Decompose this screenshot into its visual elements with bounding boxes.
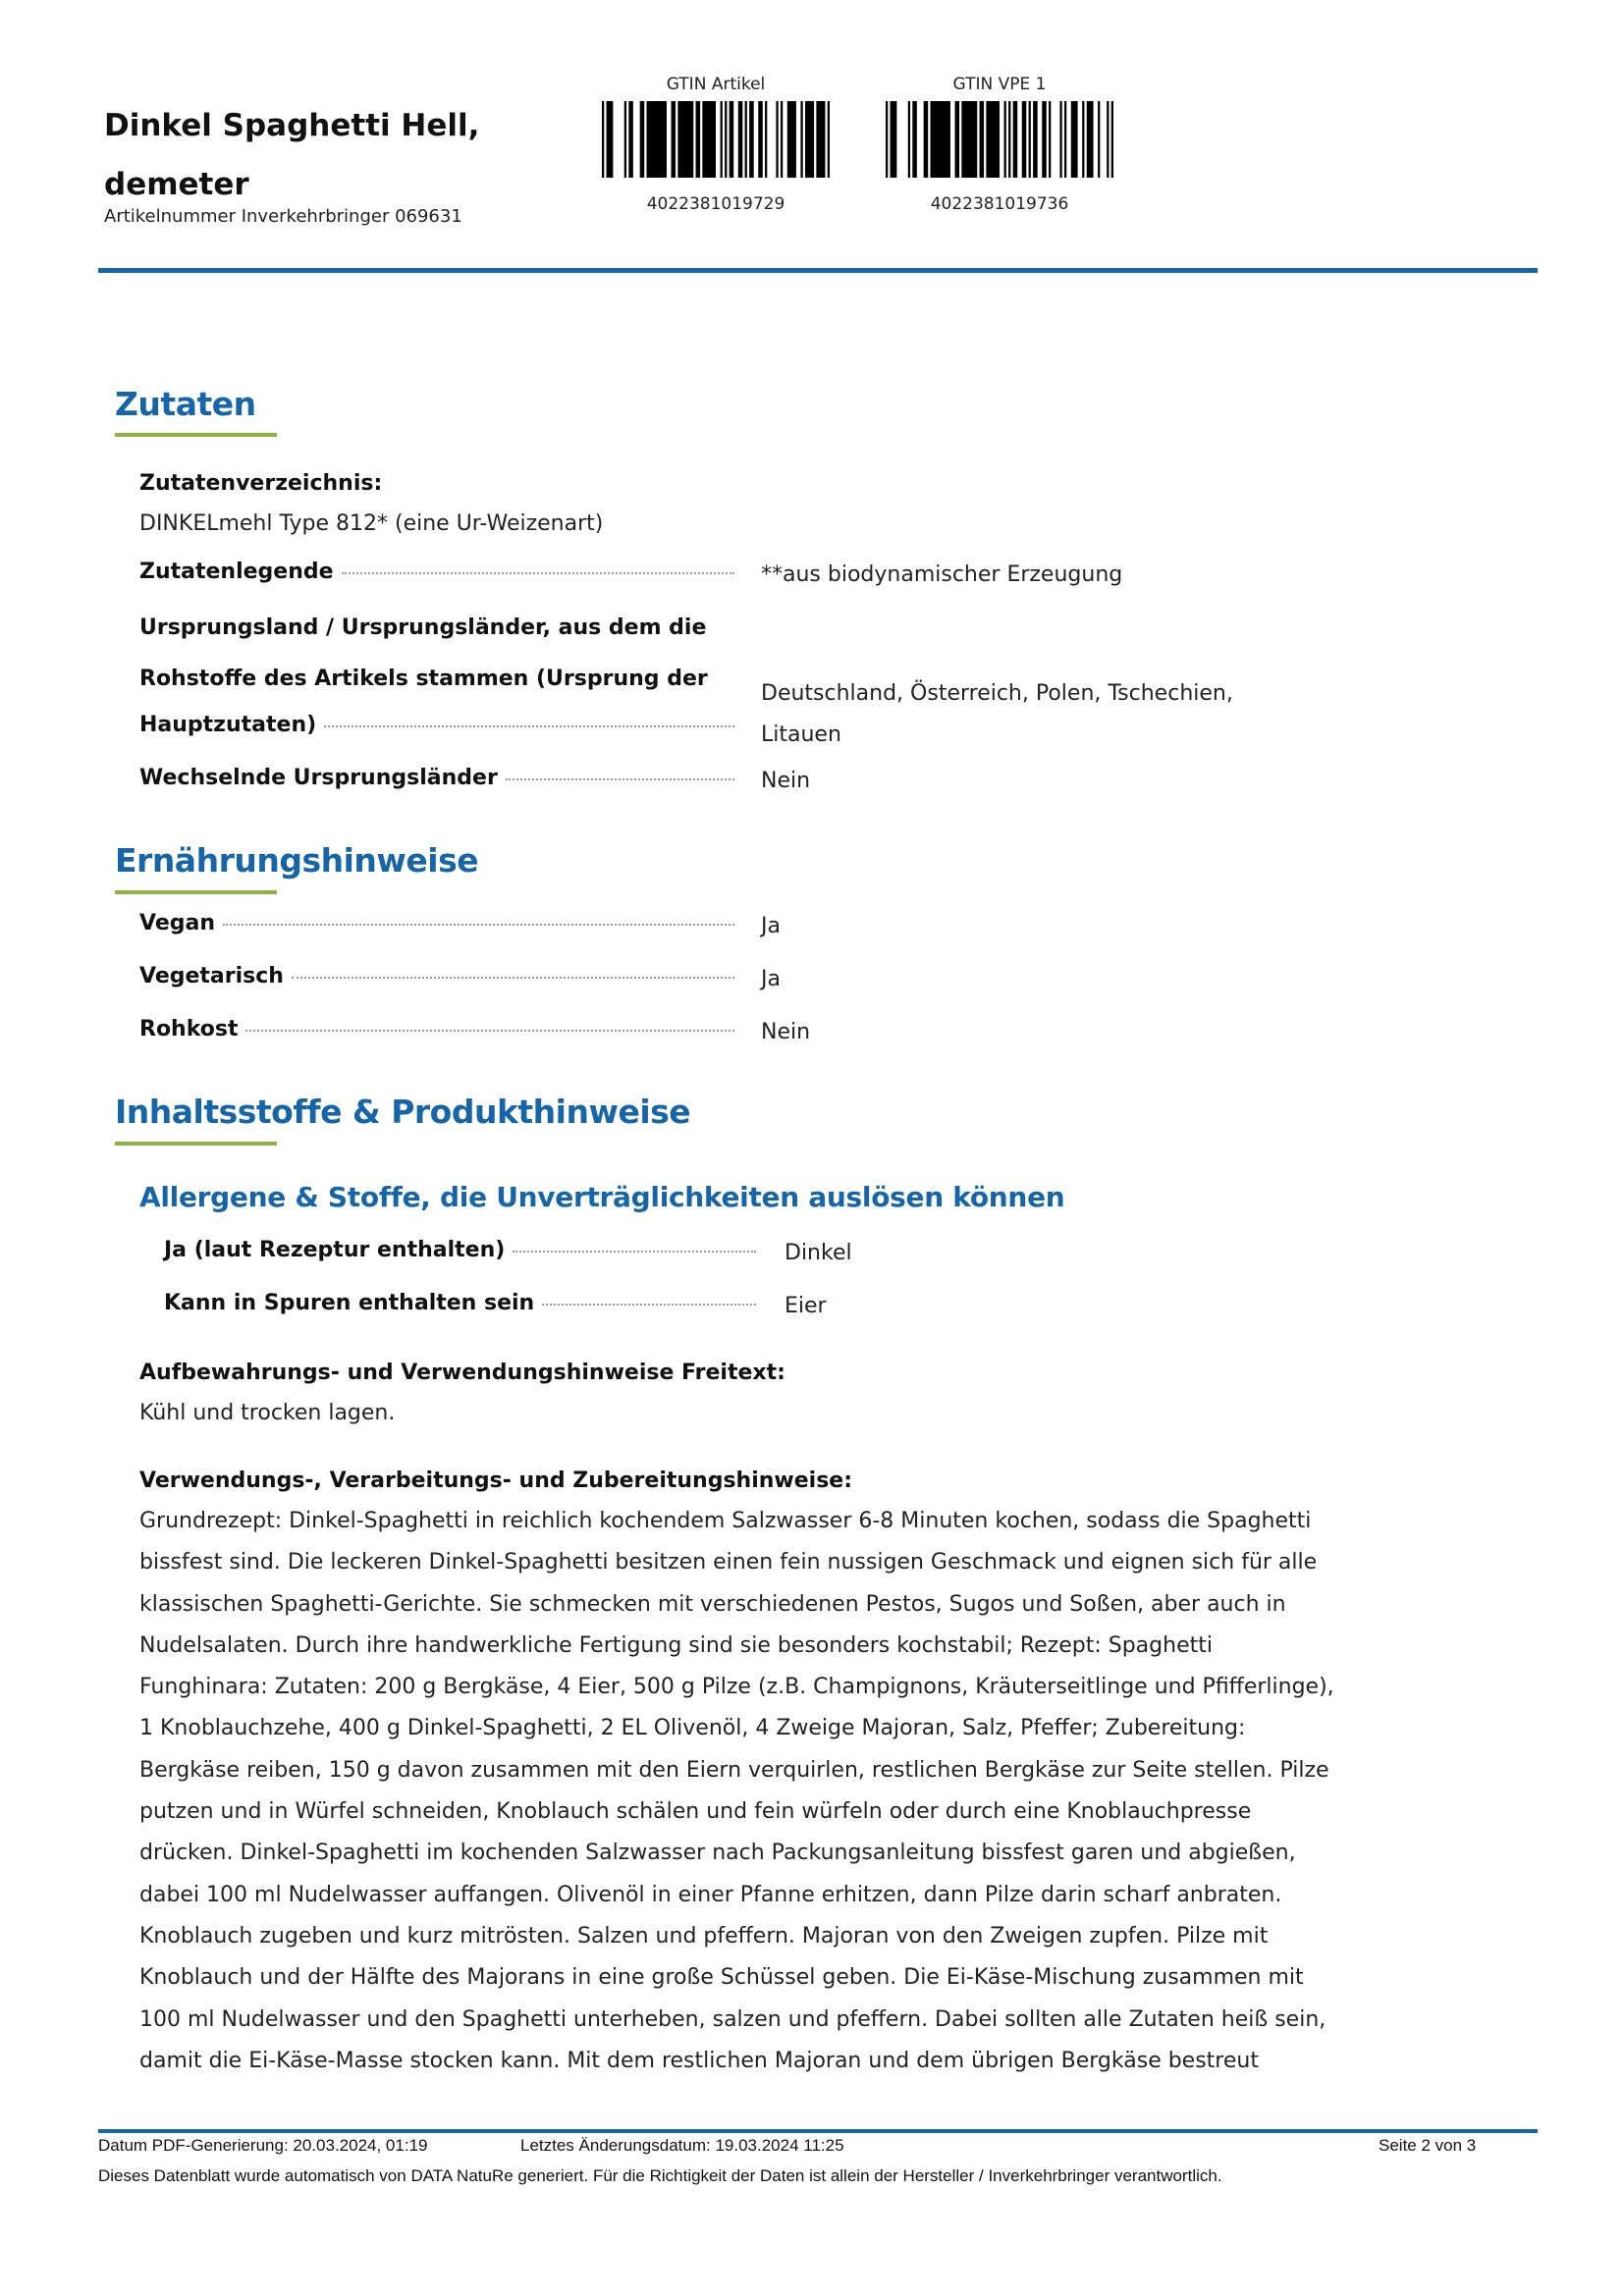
field-label: Rohkost bbox=[139, 1017, 239, 1041]
usage-line: putzen und in Würfel schneiden, Knoblauch schälen und fein würfeln oder durch eine Knoblauchpresse bbox=[139, 1799, 1252, 1825]
barcode-bar bbox=[924, 101, 929, 178]
barcode-bar bbox=[828, 101, 830, 178]
usage-paragraph bbox=[139, 1501, 1426, 2082]
field-value: **aus biodynamischer Erzeugung bbox=[761, 562, 1123, 587]
field-row-origin bbox=[139, 713, 738, 737]
ingredients-list-value: DINKELmehl Type 812* (eine Ur-Weizenart) bbox=[139, 511, 604, 536]
product-title: Dinkel Spaghetti Hell, demeter bbox=[104, 108, 480, 202]
usage-line: 100 ml Nudelwasser und den Spaghetti unterheben, salzen und pfeffern. Dabei sollten alle Zutaten heiß sein, bbox=[139, 2006, 1326, 2032]
field-label: Vegetarisch bbox=[139, 964, 284, 988]
footer-page-number: Seite 2 von 3 bbox=[1379, 2136, 1477, 2155]
barcode-bar bbox=[891, 101, 897, 178]
barcode-number: 4022381019736 bbox=[930, 194, 1069, 214]
barcode-bar bbox=[696, 101, 701, 178]
usage-line: Bergkäse reiben, 150 g davon zusammen mit den Eiern verquirlen, restlichen Bergkäse zur Seite stellen. Pilze bbox=[139, 1757, 1329, 1783]
barcode-bar bbox=[640, 101, 645, 178]
barcode-bar bbox=[1004, 101, 1006, 178]
barcode-bar bbox=[930, 101, 949, 178]
section-heading-zutaten: Zutaten bbox=[115, 385, 256, 423]
barcode-bar bbox=[725, 101, 727, 178]
footer-disclaimer: Dieses Datenblatt wurde automatisch von DATA NatuRe generiert. Für die Richtigkeit der Daten ist allein der Hersteller / Inverkehrbringer verantwortlich. bbox=[98, 2166, 1222, 2185]
usage-line: Grundrezept: Dinkel-Spaghetti in reichlich kochendem Salzwasser 6-8 Minuten kochen, sodass die Spaghetti bbox=[139, 1509, 1312, 1533]
field-value: Dinkel bbox=[785, 1241, 852, 1265]
barcode-bar bbox=[787, 101, 796, 178]
barcode-bar bbox=[628, 101, 633, 178]
field-row-wechselnde bbox=[139, 766, 738, 790]
section-heading-inhaltsstoffe: Inhaltsstoffe & Produkthinweise bbox=[115, 1093, 691, 1131]
dot-leader bbox=[292, 977, 734, 979]
barcode-bar bbox=[912, 101, 917, 178]
barcode-label: GTIN Artikel bbox=[666, 75, 766, 94]
field-label-origin bbox=[139, 603, 708, 705]
field-row-zutatenlegende bbox=[139, 560, 738, 584]
field-value: Nein bbox=[761, 769, 811, 793]
barcode-bar bbox=[1071, 101, 1078, 178]
barcode-bar bbox=[765, 101, 767, 178]
usage-line: bissfest sind. Die leckeren Dinkel-Spaghetti besitzen einen fein nussigen Geschmack und eignen sich für alle bbox=[139, 1550, 1318, 1575]
barcode-bar bbox=[1033, 101, 1038, 178]
origin-label-line: Ursprungsland / Ursprungsländer, aus dem die bbox=[139, 615, 707, 640]
barcode-bar bbox=[738, 101, 743, 178]
field-value-origin bbox=[761, 673, 1233, 756]
barcode-bar bbox=[646, 101, 666, 178]
barcode-bar bbox=[749, 101, 754, 178]
field-value: Ja bbox=[761, 914, 781, 938]
usage-line: Nudelsalaten. Durch ihre handwerkliche Fertigung sind sie besonders kochstabil; Rezept: Spaghetti bbox=[139, 1632, 1213, 1658]
field-label: Zutatenlegende bbox=[139, 560, 334, 584]
dot-leader bbox=[324, 725, 734, 727]
field-row-rohkost bbox=[139, 1017, 738, 1041]
usage-line: Knoblauch und der Hälfte des Majorans in eine große Schüssel geben. Die Ei-Käse-Mischung zusammen mit bbox=[139, 1965, 1304, 1991]
footer-changed-date: Letztes Änderungsdatum: 19.03.2024 11:25 bbox=[520, 2136, 844, 2155]
barcode-bar bbox=[1022, 101, 1027, 178]
field-value: Eier bbox=[785, 1294, 827, 1318]
field-value: Nein bbox=[761, 1020, 811, 1044]
barcode-bar bbox=[800, 101, 802, 178]
barcode-bar bbox=[672, 101, 677, 178]
field-label: Hauptzutaten) bbox=[139, 713, 317, 737]
barcode-bar bbox=[1111, 101, 1113, 178]
barcode-bar bbox=[955, 101, 960, 178]
usage-line: damit die Ei-Käse-Masse stocken kann. Mit dem restlichen Majoran und dem übrigen Bergkäse bestreut bbox=[139, 2048, 1259, 2073]
barcode-bar bbox=[758, 101, 763, 178]
barcode-gtin-vpe bbox=[882, 74, 1117, 215]
barcode-bar bbox=[1087, 101, 1094, 178]
dot-leader bbox=[513, 1251, 756, 1253]
barcode-bar bbox=[781, 101, 783, 178]
barcode-bar bbox=[730, 101, 734, 178]
barcode-bar bbox=[1049, 101, 1051, 178]
barcode-bar bbox=[776, 101, 778, 178]
field-row-allergen-contains bbox=[164, 1238, 760, 1262]
barcode-bar bbox=[607, 101, 614, 178]
field-label: Kann in Spuren enthalten sein bbox=[164, 1291, 535, 1315]
barcode-bar bbox=[1013, 101, 1018, 178]
barcode-bar bbox=[908, 101, 910, 178]
usage-line: drücken. Dinkel-Spaghetti im kochenden Salzwasser nach Packungsanleitung bissfest garen und abgießen, bbox=[139, 1841, 1296, 1866]
heading-underline bbox=[115, 1142, 277, 1146]
origin-value-line: Deutschland, Österreich, Polen, Tschechien, bbox=[761, 681, 1233, 706]
storage-value: Kühl und trocken lagen. bbox=[139, 1401, 396, 1425]
barcode-bar bbox=[805, 101, 814, 178]
barcode-bar bbox=[961, 101, 977, 178]
barcode-bar bbox=[1059, 101, 1061, 178]
origin-label-line: Rohstoffe des Artikels stammen (Ursprung der bbox=[139, 667, 708, 691]
barcode-bar bbox=[1042, 101, 1047, 178]
barcode-bar bbox=[1098, 101, 1100, 178]
field-row-vegetarisch bbox=[139, 964, 738, 988]
barcode-bar bbox=[624, 101, 626, 178]
barcode-bar bbox=[1029, 101, 1031, 178]
barcode-label: GTIN VPE 1 bbox=[952, 75, 1047, 94]
usage-line: dabei 100 ml Nudelwasser auffangen. Olivenöl in einer Pfanne erhitzen, dann Pilze darin scharf anbraten. bbox=[139, 1882, 1282, 1907]
barcode-bar bbox=[677, 101, 693, 178]
field-row-vegan bbox=[139, 911, 738, 935]
article-number: Artikelnummer Inverkehrbringer 069631 bbox=[104, 206, 462, 227]
barcode-bar bbox=[1064, 101, 1066, 178]
barcode-bar bbox=[1008, 101, 1010, 178]
field-label: Wechselnde Ursprungsländer bbox=[139, 766, 498, 790]
barcode-icon bbox=[886, 101, 1113, 178]
usage-line: Knoblauch zugeben und kurz mitrösten. Salzen und pfeffern. Majoran von den Zweigen zupfen. Pilze mit bbox=[139, 1923, 1269, 1949]
barcode-bar bbox=[1082, 101, 1084, 178]
ingredients-list-label: Zutatenverzeichnis: bbox=[139, 471, 383, 496]
barcode-bar bbox=[816, 101, 825, 178]
dot-leader bbox=[223, 924, 734, 926]
field-label: Ja (laut Rezeptur enthalten) bbox=[164, 1238, 506, 1262]
subsection-heading-allergene: Allergene & Stoffe, die Unverträglichkeiten auslösen können bbox=[139, 1181, 1065, 1213]
footer-divider bbox=[98, 2129, 1538, 2133]
dot-leader bbox=[506, 778, 734, 780]
barcode-bar bbox=[602, 101, 604, 178]
barcode-bar bbox=[1107, 101, 1109, 178]
barcode-bar bbox=[886, 101, 888, 178]
barcode-bar bbox=[745, 101, 747, 178]
field-row-allergen-traces bbox=[164, 1291, 760, 1315]
section-heading-ernaehrung: Ernährungshinweise bbox=[115, 841, 479, 880]
barcode-bar bbox=[721, 101, 723, 178]
dot-leader bbox=[542, 1304, 756, 1306]
field-value: Ja bbox=[761, 967, 781, 991]
heading-underline bbox=[115, 433, 277, 437]
usage-label: Verwendungs-, Verarbeitungs- und Zubereitungshinweise: bbox=[139, 1468, 853, 1493]
origin-value-line: Litauen bbox=[761, 722, 841, 747]
barcode-bar bbox=[986, 101, 1000, 178]
dot-leader bbox=[342, 572, 734, 574]
barcode-bar bbox=[980, 101, 985, 178]
footer-generated-date: Datum PDF-Generierung: 20.03.2024, 01:19 bbox=[98, 2136, 428, 2155]
header-divider bbox=[98, 268, 1538, 273]
heading-underline bbox=[115, 890, 277, 894]
usage-line: Funghinara: Zutaten: 200 g Bergkäse, 4 Eier, 500 g Pilze (z.B. Champignons, Kräuterseitlinge und Pfifferlinge), bbox=[139, 1675, 1334, 1700]
barcode-gtin-article bbox=[598, 74, 834, 215]
barcode-bar bbox=[702, 101, 716, 178]
dot-leader bbox=[245, 1030, 734, 1032]
usage-line: 1 Knoblauchzehe, 400 g Dinkel-Spaghetti, 2 EL Olivenöl, 4 Zweige Majoran, Salz, Pfeffer; Zubereitung: bbox=[139, 1716, 1246, 1741]
field-label: Vegan bbox=[139, 911, 215, 935]
barcode-icon bbox=[602, 101, 830, 178]
barcode-number: 4022381019729 bbox=[646, 194, 785, 214]
usage-line: klassischen Spaghetti-Gerichte. Sie schmecken mit verschiedenen Pestos, Sugos und Soßen, aber auch in bbox=[139, 1591, 1286, 1617]
storage-label: Aufbewahrungs- und Verwendungshinweise Freitext: bbox=[139, 1361, 785, 1385]
